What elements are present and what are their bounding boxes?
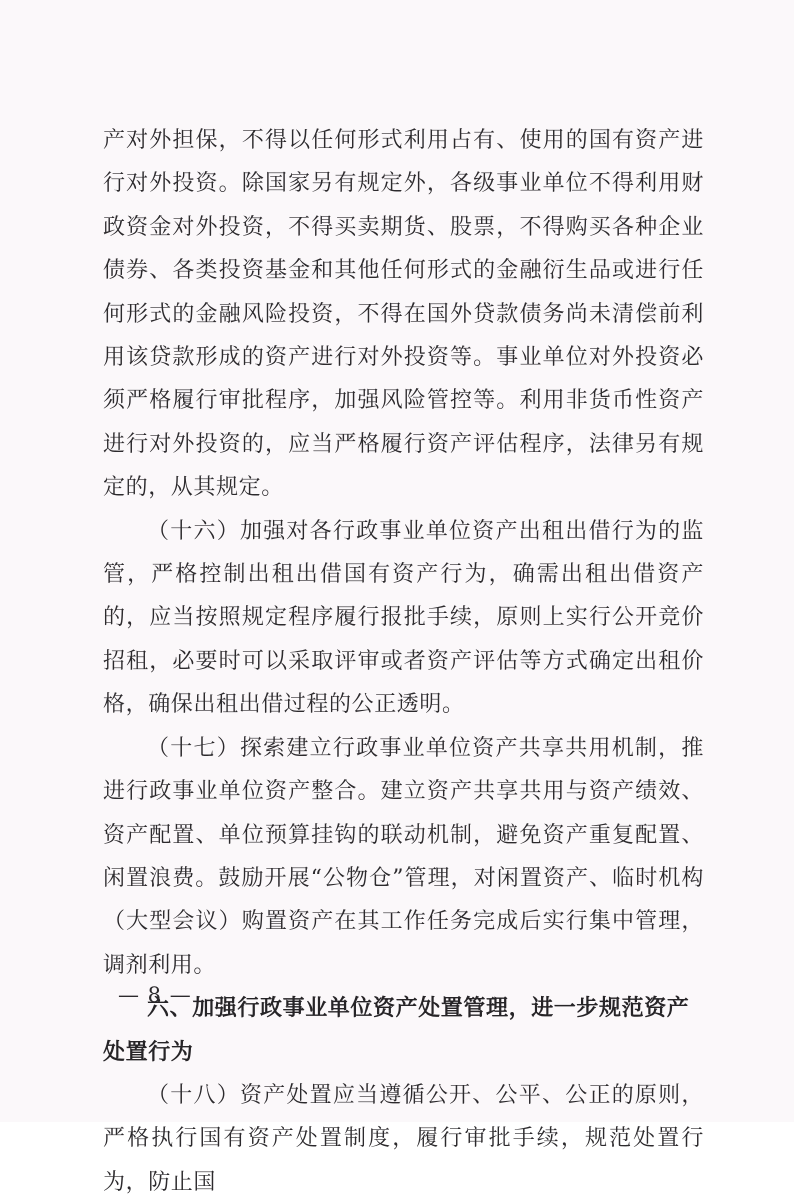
paragraph-17: （十七）探索建立行政事业单位资产共享共用机制，推进行政事业单位资产整合。建立资产共享共用与资产绩效、资产配置、单位预算挂钩的联动机制，避免资产重复配置、闲置浪费。鼓励开展“公物仓”管理，对闲置资产、临时机构（大型会议）购置资产在其工作任务完成后实行集中管理，调剂利用。 — [103, 735, 704, 978]
paragraph-continuation: 产对外担保，不得以任何形式利用占有、使用的国有资产进行对外投资。除国家另有规定外，各级事业单位不得利用财政资金对外投资，不得买卖期货、股票，不得购买各种企业债券、各类投资基金和其他任何形式的金融衍生品或进行任何形式的金融风险投资，不得在国外贷款债务尚未清偿前利用该贷款形成的资产进行对外投资等。事业单位对外投资必须严格履行审批程序，加强风险管控等。利用非货币性资产进行对外投资的，应当严格履行资产评估程序，法律另有规定的，从其规定。 — [103, 128, 704, 501]
page-number: — 8 — — [118, 983, 192, 1007]
paragraph-16: （十六）加强对各行政事业单位资产出租出借行为的监管，严格控制出租出借国有资产行为，确需出租出借资产的，应当按照规定程序履行报批手续，原则上实行公开竞价招租，必要时可以采取评审或者资产评估等方式确定出租价格，确保出租出借过程的公正透明。 — [103, 518, 704, 718]
paragraph-18: （十八）资产处置应当遵循公开、公平、公正的原则，严格执行国有资产处置制度，履行审批手续，规范处置行为，防止国 — [103, 1082, 704, 1195]
section-heading-6: 六、加强行政事业单位资产处置管理，进一步规范资产处置行为 — [103, 996, 690, 1065]
